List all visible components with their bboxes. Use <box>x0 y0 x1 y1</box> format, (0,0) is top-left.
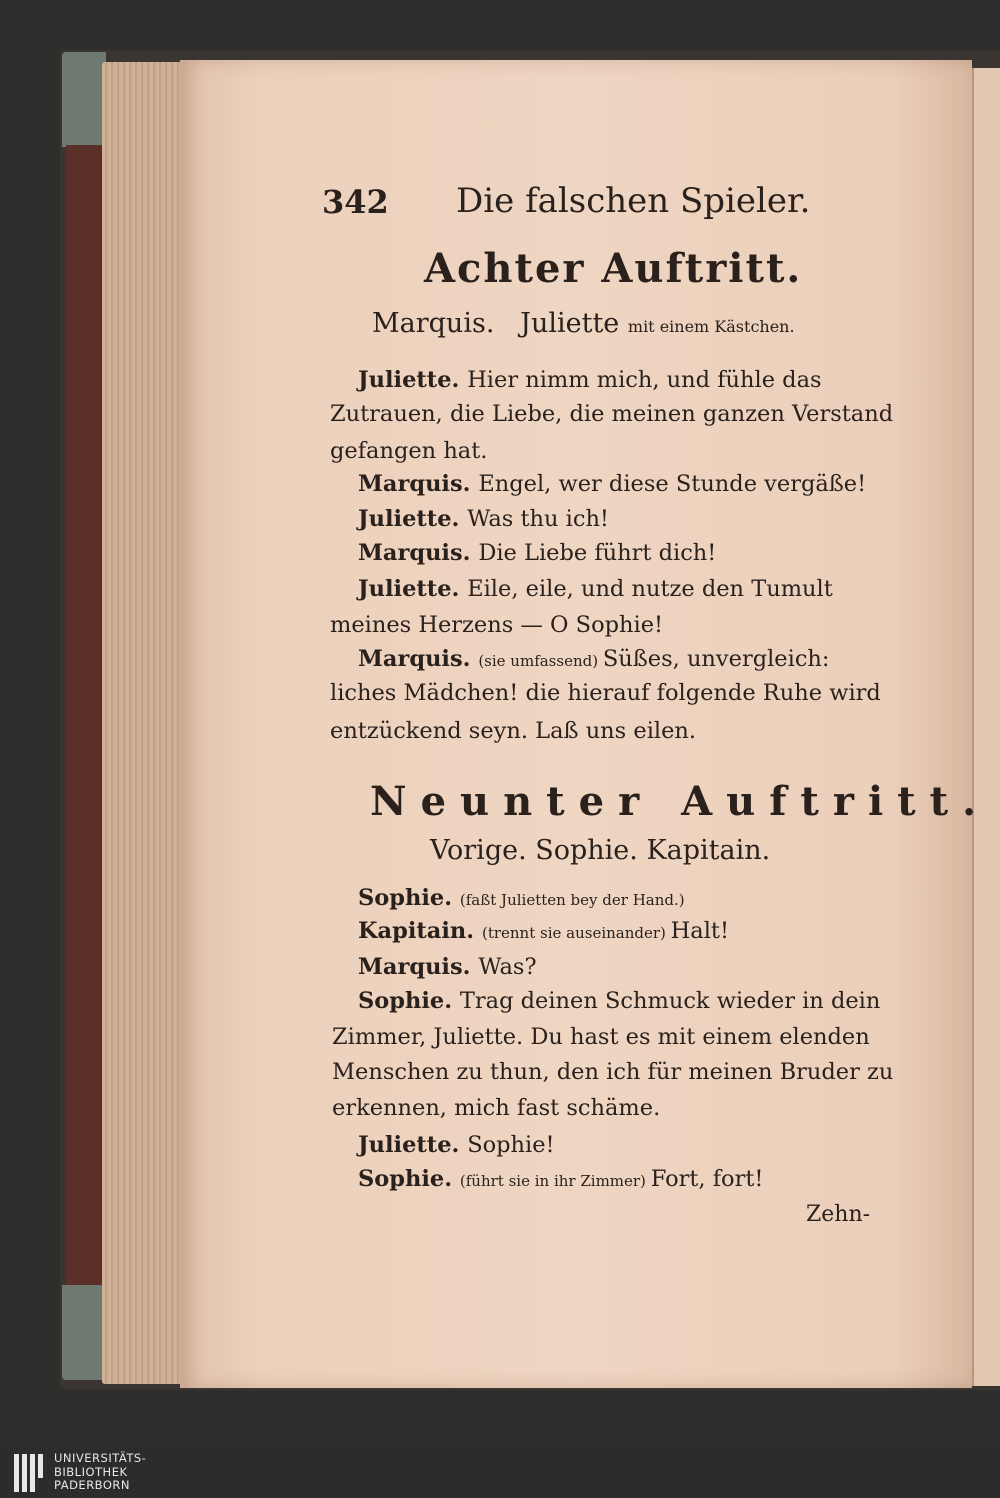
dialogue-text: Süßes, unvergleich: <box>602 646 830 672</box>
logo-line-3: PADERBORN <box>54 1478 131 1492</box>
speaker-name: Sophie. <box>358 1166 460 1192</box>
dialogue-line <box>330 614 663 637</box>
dialogue-line <box>358 369 822 392</box>
dialogue-text: Zimmer, Juliette. Du hast es mit einem elenden <box>332 1024 870 1050</box>
dialogue-text: Trag deinen Schmuck wieder in dein <box>459 988 881 1014</box>
facing-page-edge <box>972 68 1000 1386</box>
dialogue-text: Hier nimm mich, und fühle das <box>467 367 822 393</box>
stage-direction: (faßt Julietten bey der Hand.) <box>459 891 685 909</box>
dialogue-line <box>358 920 729 943</box>
speaker-name: Sophie. <box>358 885 460 911</box>
dialogue-text: entzückend seyn. Laß uns eilen. <box>330 718 697 744</box>
catchword: Zehn- <box>806 1202 871 1227</box>
page-number: 342 <box>322 183 389 221</box>
dialogue-line <box>358 887 685 910</box>
speaker-name: Kapitain. <box>358 918 482 944</box>
page-block-edge <box>102 62 182 1384</box>
dialogue-line <box>330 682 881 705</box>
dialogue-line <box>358 1134 555 1157</box>
dialogue-line <box>330 403 893 426</box>
dialogue-text: Engel, wer diese Stunde vergäße! <box>478 471 867 497</box>
dialogue-text: Die Liebe führt dich! <box>478 540 717 566</box>
speaker-name: Marquis. <box>358 646 479 672</box>
stage-direction: (führt sie in ihr Zimmer) <box>459 1172 651 1190</box>
speaker-name: Juliette. <box>358 367 468 393</box>
dialogue-line <box>358 578 833 601</box>
scene-8-title: Achter Auftritt. <box>424 245 803 292</box>
dialogue-text: Fort, fort! <box>650 1166 764 1192</box>
speaker-name: Sophie. <box>358 988 460 1014</box>
dialogue-line <box>332 1097 660 1120</box>
stage-direction: (trennt sie auseinander) <box>481 924 671 942</box>
scene-9-cast: Vorige. Sophie. Kapitain. <box>430 835 771 866</box>
speaker-name: Juliette. <box>358 576 468 602</box>
dialogue-line <box>330 720 696 743</box>
speaker-name: Marquis. <box>358 540 479 566</box>
library-footer <box>0 1448 1000 1498</box>
dialogue-line <box>358 542 716 565</box>
dialogue-text: meines Herzens — O Sophie! <box>330 612 664 638</box>
dialogue-line <box>358 1168 763 1191</box>
dialogue-line <box>332 1061 893 1084</box>
dialogue-line <box>358 956 537 979</box>
dialogue-line <box>330 440 487 463</box>
dialogue-line <box>358 990 880 1013</box>
dialogue-text: gefangen hat. <box>330 438 488 464</box>
dialogue-text: Sophie! <box>467 1132 555 1158</box>
scene-8-cast <box>372 308 795 339</box>
dialogue-line <box>358 648 830 671</box>
speaker-name: Marquis. <box>358 471 479 497</box>
dialogue-text: Was? <box>478 954 537 980</box>
library-logo-icon <box>14 1454 44 1492</box>
dialogue-text: Menschen zu thun, den ich für meinen Bruder zu <box>332 1059 894 1085</box>
speaker-name: Marquis. <box>358 954 479 980</box>
cover-cloth-top <box>62 52 106 147</box>
scene-8-cast-names: Marquis. Juliette <box>372 308 620 339</box>
dialogue-text: Eile, eile, und nutze den Tumult <box>467 576 833 602</box>
dialogue-line <box>332 1026 870 1049</box>
speaker-name: Juliette. <box>358 1132 468 1158</box>
running-head: Die falschen Spieler. <box>456 181 811 221</box>
logo-line-2: BIBLIOTHEK <box>54 1464 128 1479</box>
dialogue-text: erkennen, mich fast schäme. <box>332 1095 661 1121</box>
cover-leather-spine <box>66 145 104 1285</box>
dialogue-line <box>358 473 866 496</box>
dialogue-text: Halt! <box>670 918 729 944</box>
logo-line-1: UNIVERSITÄTS- <box>54 1451 147 1465</box>
dialogue-line <box>358 508 609 531</box>
stage-direction: (sie umfassend) <box>478 652 603 670</box>
scene-8-cast-note: mit einem Kästchen. <box>627 317 795 336</box>
dialogue-text: Zutrauen, die Liebe, die meinen ganzen Verstand <box>330 401 894 427</box>
speaker-name: Juliette. <box>358 506 468 532</box>
scene-9-title: Neunter Auftritt. <box>370 778 991 825</box>
dialogue-text: Was thu ich! <box>467 506 609 532</box>
cover-cloth-bottom <box>62 1285 106 1380</box>
library-logo-text <box>54 1452 146 1493</box>
dialogue-text: liches Mädchen! die hierauf folgende Ruhe wird <box>330 680 881 706</box>
